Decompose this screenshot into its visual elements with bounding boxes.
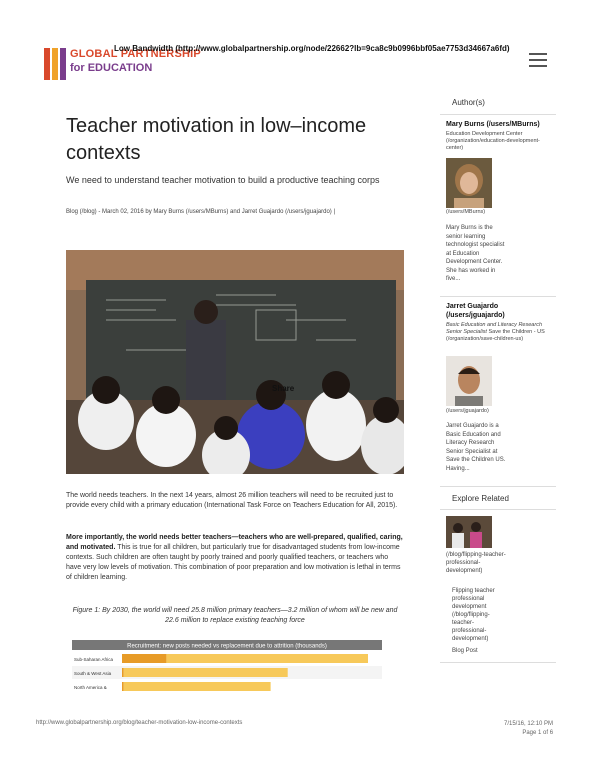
authors-heading: Author(s) <box>452 98 485 107</box>
related-link[interactable]: (/blog/flipping-teacher-professional-development) <box>446 552 506 574</box>
related-thumbnail[interactable] <box>446 516 492 548</box>
logo-mark-icon <box>44 44 68 84</box>
paragraph-better-teachers <box>66 533 404 583</box>
paragraph-bold-lead: More importantly, the world needs better teachers—teachers who are well-prepared, qualified, caring, and motivated. <box>66 534 403 551</box>
footer-date-page <box>504 720 553 738</box>
chart-bar <box>122 682 124 691</box>
chart-category-label: South & West Asia <box>74 671 112 676</box>
footer-date: 7/15/16, 12:10 PM <box>504 721 554 727</box>
author1-bio: Mary Burns is the senior learning technologist specialist at Education Development Center. She has worked in five... <box>446 225 505 282</box>
article-subtitle: We need to understand teacher motivation to build a productive teaching corps <box>66 175 380 185</box>
classroom-photo <box>66 250 404 474</box>
author1-name[interactable]: Mary Burns (/users/MBurns) <box>446 121 540 128</box>
related-title[interactable]: Flipping teacher professional development (/blog/flipping-teacher-professional-development) <box>452 588 495 642</box>
article-byline[interactable]: Blog (/blog) - March 02, 2016 by Mary Burns (/users/MBurns) and Jarret Guajardo (/users/jguajardo) | <box>66 209 336 215</box>
footer-page: Page 1 of 6 <box>522 730 554 736</box>
author2-link[interactable]: (/users/jguajardo) <box>446 408 489 414</box>
low-bandwidth-link[interactable]: Low Bandwidth (http://www.globalpartnership.org/node/22662?lb=9ca8c9b0996bbf05ae7753d34667a6fd) <box>114 44 510 53</box>
figure-caption: Figure 1: By 2030, the world will need 25.8 million primary teachers—3.2 million of whom will be new and 22.6 million to replace existing teaching force <box>72 607 398 624</box>
recruitment-chart <box>72 640 382 700</box>
author2-role-org[interactable] <box>446 322 550 343</box>
chart-bar <box>122 668 124 677</box>
author2-org: Save the Children - US (/organization/save-children-us) <box>446 329 545 342</box>
chart-title: Recruitment: new posts needed vs replacement due to attrition (thousands) <box>127 643 327 650</box>
hamburger-menu-icon[interactable] <box>529 53 547 67</box>
chart-bar <box>124 668 288 677</box>
footer-url: http://www.globalpartnership.org/blog/teacher-motivation-low-income-contexts <box>36 720 243 726</box>
page-title: Teacher motivation in low–income contexts <box>66 115 367 164</box>
author2-bio-text: Jarret Guajardo is a Basic Education and Literacy Research Senior Specialist at Save the Children US. Having... <box>446 423 506 472</box>
chart-bar <box>124 682 271 691</box>
logo-text-line1: GLOBAL PARTNERSHIP <box>70 48 201 60</box>
logo-text-line2: for EDUCATION <box>70 62 153 74</box>
chart-category-label: Sub-Saharan Africa <box>74 657 114 662</box>
paragraph-rest: This is true for all children, but particularly true for disadvantaged students from low-income contexts. Such children are often taught by poorly trained and poorly qualified teachers, or teachers who have very low levels of motivation. This combination of poor preparation and low motivation is lethal in terms of children learning. <box>66 544 401 581</box>
author2-bio <box>446 422 510 473</box>
author1-avatar[interactable] <box>446 158 492 208</box>
author2-avatar[interactable] <box>446 356 492 406</box>
author1-link[interactable]: (/users/MBurns) <box>446 209 486 215</box>
share-button[interactable]: Share <box>272 384 295 393</box>
author2-name[interactable]: Jarret Guajardo (/users/jguajardo) <box>446 303 505 319</box>
related-type: Blog Post <box>452 648 478 654</box>
author2-role: Basic Education and Literacy Research Senior Specialist <box>446 322 542 335</box>
paragraph-intro: The world needs teachers. In the next 14 years, almost 26 million teachers will need to be recruited just to provide every child with a primary education (International Task Force on Teachers Education for All, 2015). <box>66 492 398 509</box>
author1-org[interactable]: Education Development Center (/organization/education-development-center) <box>446 131 540 151</box>
chart-bar <box>122 654 166 663</box>
chart-bar <box>166 654 368 663</box>
chart-category-label: North America & <box>74 685 107 690</box>
explore-heading: Explore Related <box>452 494 509 503</box>
